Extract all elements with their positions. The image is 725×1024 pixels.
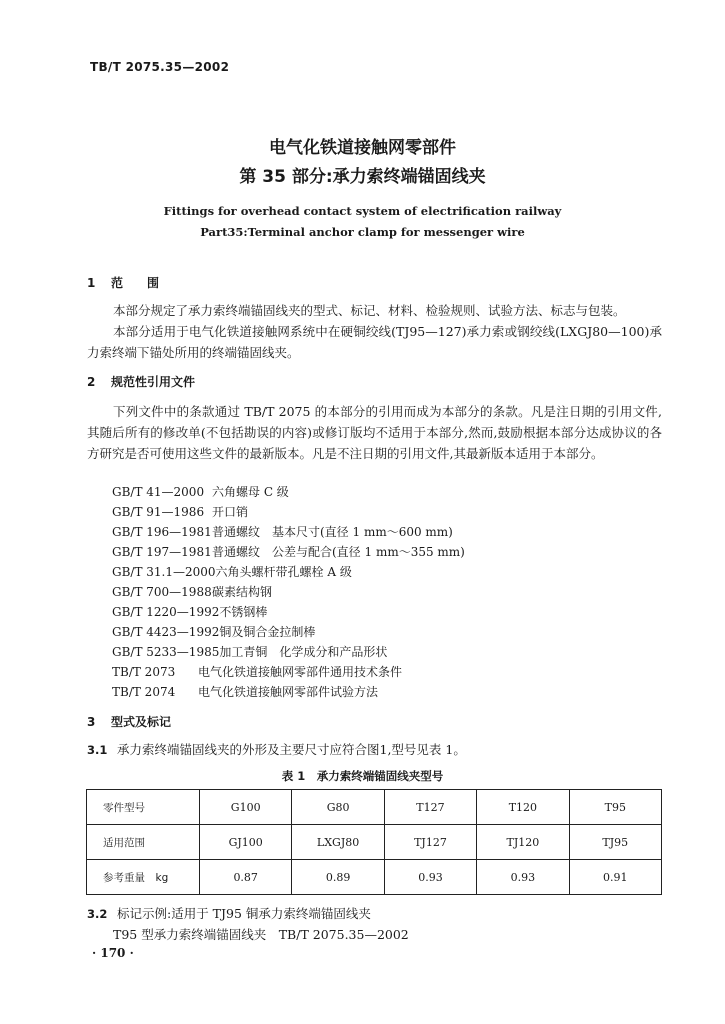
reference-code: GB/T 196—1981 bbox=[112, 525, 212, 539]
clause-text: 承力索终端锚固线夹的外形及主要尺寸应符合图1,型号见表 1。 bbox=[117, 742, 466, 757]
section-1-paragraph-2: 本部分适用于电气化铁道接触网系统中在硬铜绞线(TJ95—127)承力索或钢绞线(LXGJ80—100)承力索终端下锚处所用的终端锚固线夹。 bbox=[87, 324, 662, 360]
table-cell: 0.89 bbox=[292, 860, 384, 895]
section-1-heading bbox=[87, 274, 159, 291]
reference-item bbox=[112, 583, 272, 600]
reference-title: 电气化铁道接触网零部件通用技术条件 bbox=[198, 665, 403, 679]
standard-code: TB/T 2075.35—2002 bbox=[90, 60, 230, 74]
table-cell: T120 bbox=[477, 790, 569, 825]
reference-code: TB/T 2074 bbox=[112, 685, 176, 699]
table-row bbox=[87, 825, 662, 860]
table-cell: 0.93 bbox=[384, 860, 476, 895]
document-title: 电气化铁道接触网零部件 bbox=[269, 138, 456, 158]
table-cell: T95 bbox=[569, 790, 661, 825]
reference-item bbox=[112, 523, 453, 540]
section-1-paragraph-1: 本部分规定了承力索终端锚固线夹的型式、标记、材料、检验规则、试验方法、标志与包装。 bbox=[113, 303, 626, 318]
document-subtitle: 第 35 部分:承力索终端锚固线夹 bbox=[239, 167, 486, 187]
row-label: 零件型号 bbox=[87, 790, 200, 825]
section-2-heading bbox=[87, 373, 195, 390]
table-cell: TJ120 bbox=[477, 825, 569, 860]
reference-title: 不锈钢棒 bbox=[219, 605, 268, 619]
reference-code: GB/T 1220—1992 bbox=[112, 605, 220, 619]
table-cell: T127 bbox=[384, 790, 476, 825]
table-row bbox=[87, 790, 662, 825]
clause-3-1 bbox=[87, 739, 662, 761]
table-cell: 0.91 bbox=[569, 860, 661, 895]
section-title: 型式及标记 bbox=[111, 715, 172, 729]
reference-title: 开口销 bbox=[212, 505, 249, 519]
clause-3-2 bbox=[87, 903, 662, 925]
model-table bbox=[86, 789, 662, 895]
reference-item bbox=[112, 663, 402, 680]
section-3-heading bbox=[87, 713, 171, 730]
reference-title: 六角螺母 C 级 bbox=[212, 485, 289, 499]
row-label: 参考重量 kg bbox=[87, 860, 200, 895]
row-label: 适用范围 bbox=[87, 825, 200, 860]
reference-title: 铜及铜合金拉制棒 bbox=[219, 625, 316, 639]
reference-code: GB/T 41—2000 bbox=[112, 485, 205, 499]
reference-title: 电气化铁道接触网零部件试验方法 bbox=[198, 685, 379, 699]
table-cell: G100 bbox=[200, 790, 292, 825]
reference-item bbox=[112, 623, 315, 640]
section-number: 3 bbox=[87, 715, 96, 729]
section-title: 规范性引用文件 bbox=[111, 375, 196, 389]
reference-item bbox=[112, 643, 387, 660]
section-title: 范 围 bbox=[111, 276, 160, 290]
table-cell: GJ100 bbox=[200, 825, 292, 860]
reference-item bbox=[112, 503, 248, 520]
table-cell: G80 bbox=[292, 790, 384, 825]
table-cell: LXGJ80 bbox=[292, 825, 384, 860]
english-subtitle: Part35:Terminal anchor clamp for messenger wire bbox=[200, 225, 525, 239]
reference-item bbox=[112, 483, 289, 500]
reference-item bbox=[112, 683, 378, 700]
reference-title: 普通螺纹 基本尺寸(直径 1 mm～600 mm) bbox=[212, 525, 453, 539]
english-title: Fittings for overhead contact system of electrification railway bbox=[163, 204, 562, 218]
page-number: · 170 · bbox=[92, 946, 134, 960]
reference-code: GB/T 4423—1992 bbox=[112, 625, 220, 639]
table-cell: 0.93 bbox=[477, 860, 569, 895]
reference-code: GB/T 91—1986 bbox=[112, 505, 205, 519]
section-number: 1 bbox=[87, 276, 96, 290]
table-cell: TJ95 bbox=[569, 825, 661, 860]
clause-number: 3.1 bbox=[87, 743, 108, 757]
marking-example: T95 型承力索终端锚固线夹 TB/T 2075.35—2002 bbox=[113, 927, 409, 942]
reference-title: 碳素结构钢 bbox=[212, 585, 273, 599]
reference-title: 加工青铜 化学成分和产品形状 bbox=[219, 645, 388, 659]
table-cell: TJ127 bbox=[384, 825, 476, 860]
reference-code: GB/T 31.1—2000 bbox=[112, 565, 216, 579]
reference-code: TB/T 2073 bbox=[112, 665, 176, 679]
table-row bbox=[87, 860, 662, 895]
table-cell: 0.87 bbox=[200, 860, 292, 895]
section-2-paragraph: 下列文件中的条款通过 TB/T 2075 的本部分的引用而成为本部分的条款。凡是注日期的引用文件,其随后所有的修改单(不包括勘误的内容)或修订版均不适用于本部分,然而,鼓励根据本部分达成协议的各方研究是否可使用这些文件的最新版本。凡是不注日期的引用文件,其最新版本适用于本部分。 bbox=[87, 404, 662, 461]
reference-item bbox=[112, 543, 465, 560]
reference-code: GB/T 700—1988 bbox=[112, 585, 212, 599]
reference-code: GB/T 5233—1985 bbox=[112, 645, 220, 659]
reference-title: 六角头螺杆带孔螺栓 A 级 bbox=[215, 565, 352, 579]
table-caption: 表 1 承力索终端锚固线夹型号 bbox=[281, 769, 444, 783]
reference-code: GB/T 197—1981 bbox=[112, 545, 212, 559]
reference-title: 普通螺纹 公差与配合(直径 1 mm～355 mm) bbox=[212, 545, 465, 559]
clause-number: 3.2 bbox=[87, 907, 108, 921]
reference-item bbox=[112, 563, 352, 580]
reference-item bbox=[112, 603, 267, 620]
clause-text: 标记示例:适用于 TJ95 铜承力索终端锚固线夹 bbox=[117, 906, 371, 921]
section-number: 2 bbox=[87, 375, 96, 389]
